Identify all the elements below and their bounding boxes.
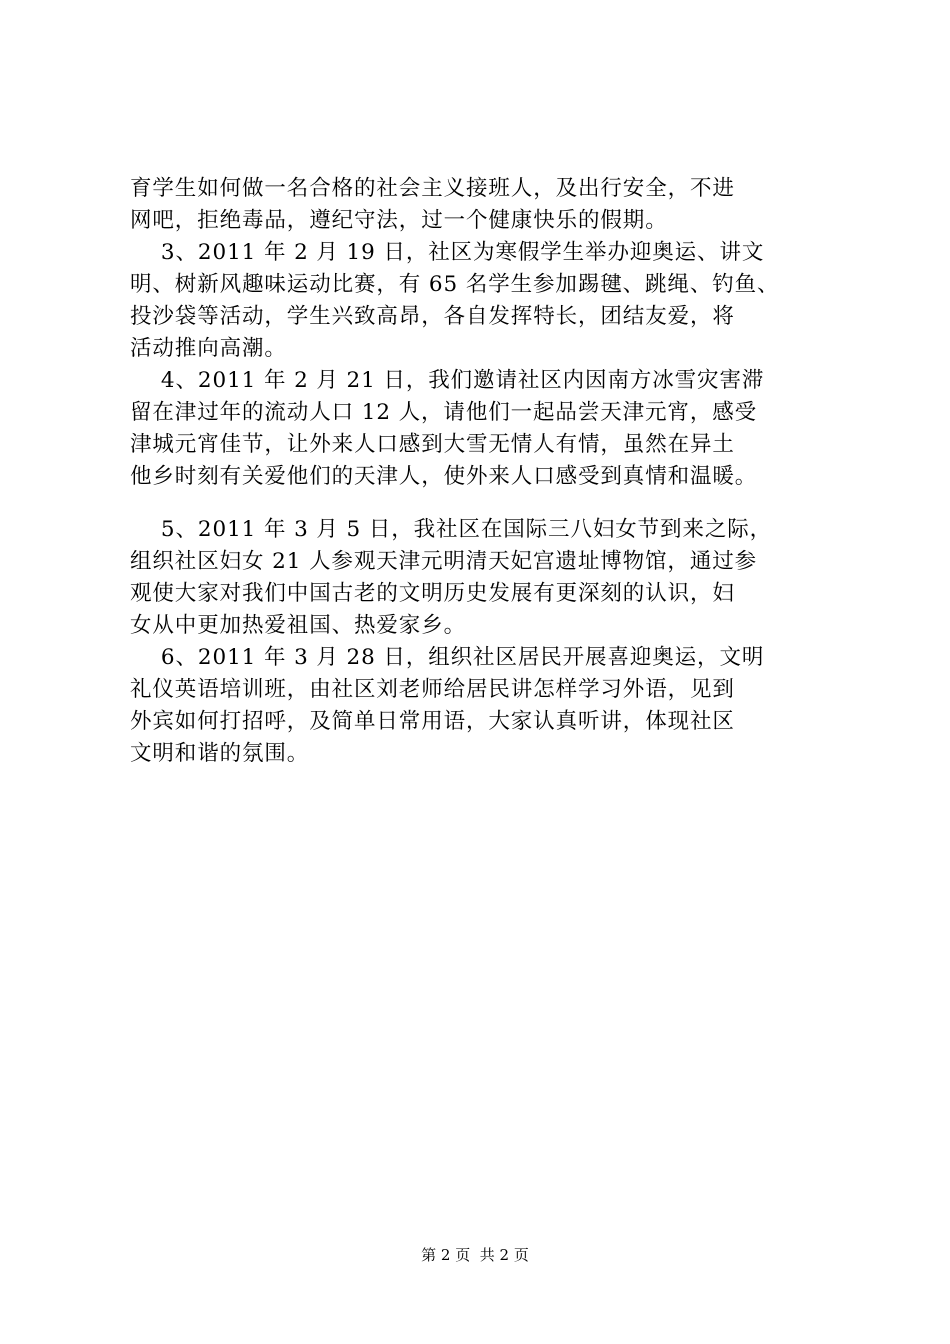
text-line: 礼仪英语培训班，由社区刘老师给居民讲怎样学习外语，见到 [130,677,735,702]
text-line: 留在津过年的流动人口 12 人，请他们一起品尝天津元宵，感受 [130,400,758,425]
text-line: 文明和谐的氛围。 [130,741,310,766]
text-line: 网吧，拒绝毒品，遵纪守法，过一个健康快乐的假期。 [130,208,668,233]
page-number-footer: 第 2 页 共 2 页 [421,1246,529,1264]
text-line: 活动推向高潮。 [130,336,287,361]
text-line: 育学生如何做一名合格的社会主义接班人，及出行安全，不进 [130,176,735,201]
text-line: 5、2011 年 3 月 5 日，我社区在国际三八妇女节到来之际， [130,517,773,542]
text-line: 他乡时刻有关爱他们的天津人，使外来人口感受到真情和温暖。 [130,464,758,489]
text-line: 明、树新风趣味运动比赛，有 65 名学生参加踢毽、跳绳、钓鱼、 [130,272,780,297]
text-line: 6、2011 年 3 月 28 日，组织社区居民开展喜迎奥运，文明 [130,645,765,670]
text-line: 津城元宵佳节，让外来人口感到大雪无情人有情，虽然在异土 [130,432,735,457]
text-line: 投沙袋等活动，学生兴致高昂，各自发挥特长，团结友爱，将 [130,304,735,329]
text-line: 女从中更加热爱祖国、热爱家乡。 [130,613,467,638]
text-line: 外宾如何打招呼，及简单日常用语，大家认真听讲，体现社区 [130,709,735,734]
text-line: 4、2011 年 2 月 21 日，我们邀请社区内因南方冰雪灾害滞 [130,368,765,393]
text-line: 组织社区妇女 21 人参观天津元明清天妃宫遗址博物馆，通过参 [130,549,758,574]
text-line: 观使大家对我们中国古老的文明历史发展有更深刻的认识，妇 [130,581,735,606]
text-line: 3、2011 年 2 月 19 日，社区为寒假学生举办迎奥运、讲文 [130,240,765,265]
